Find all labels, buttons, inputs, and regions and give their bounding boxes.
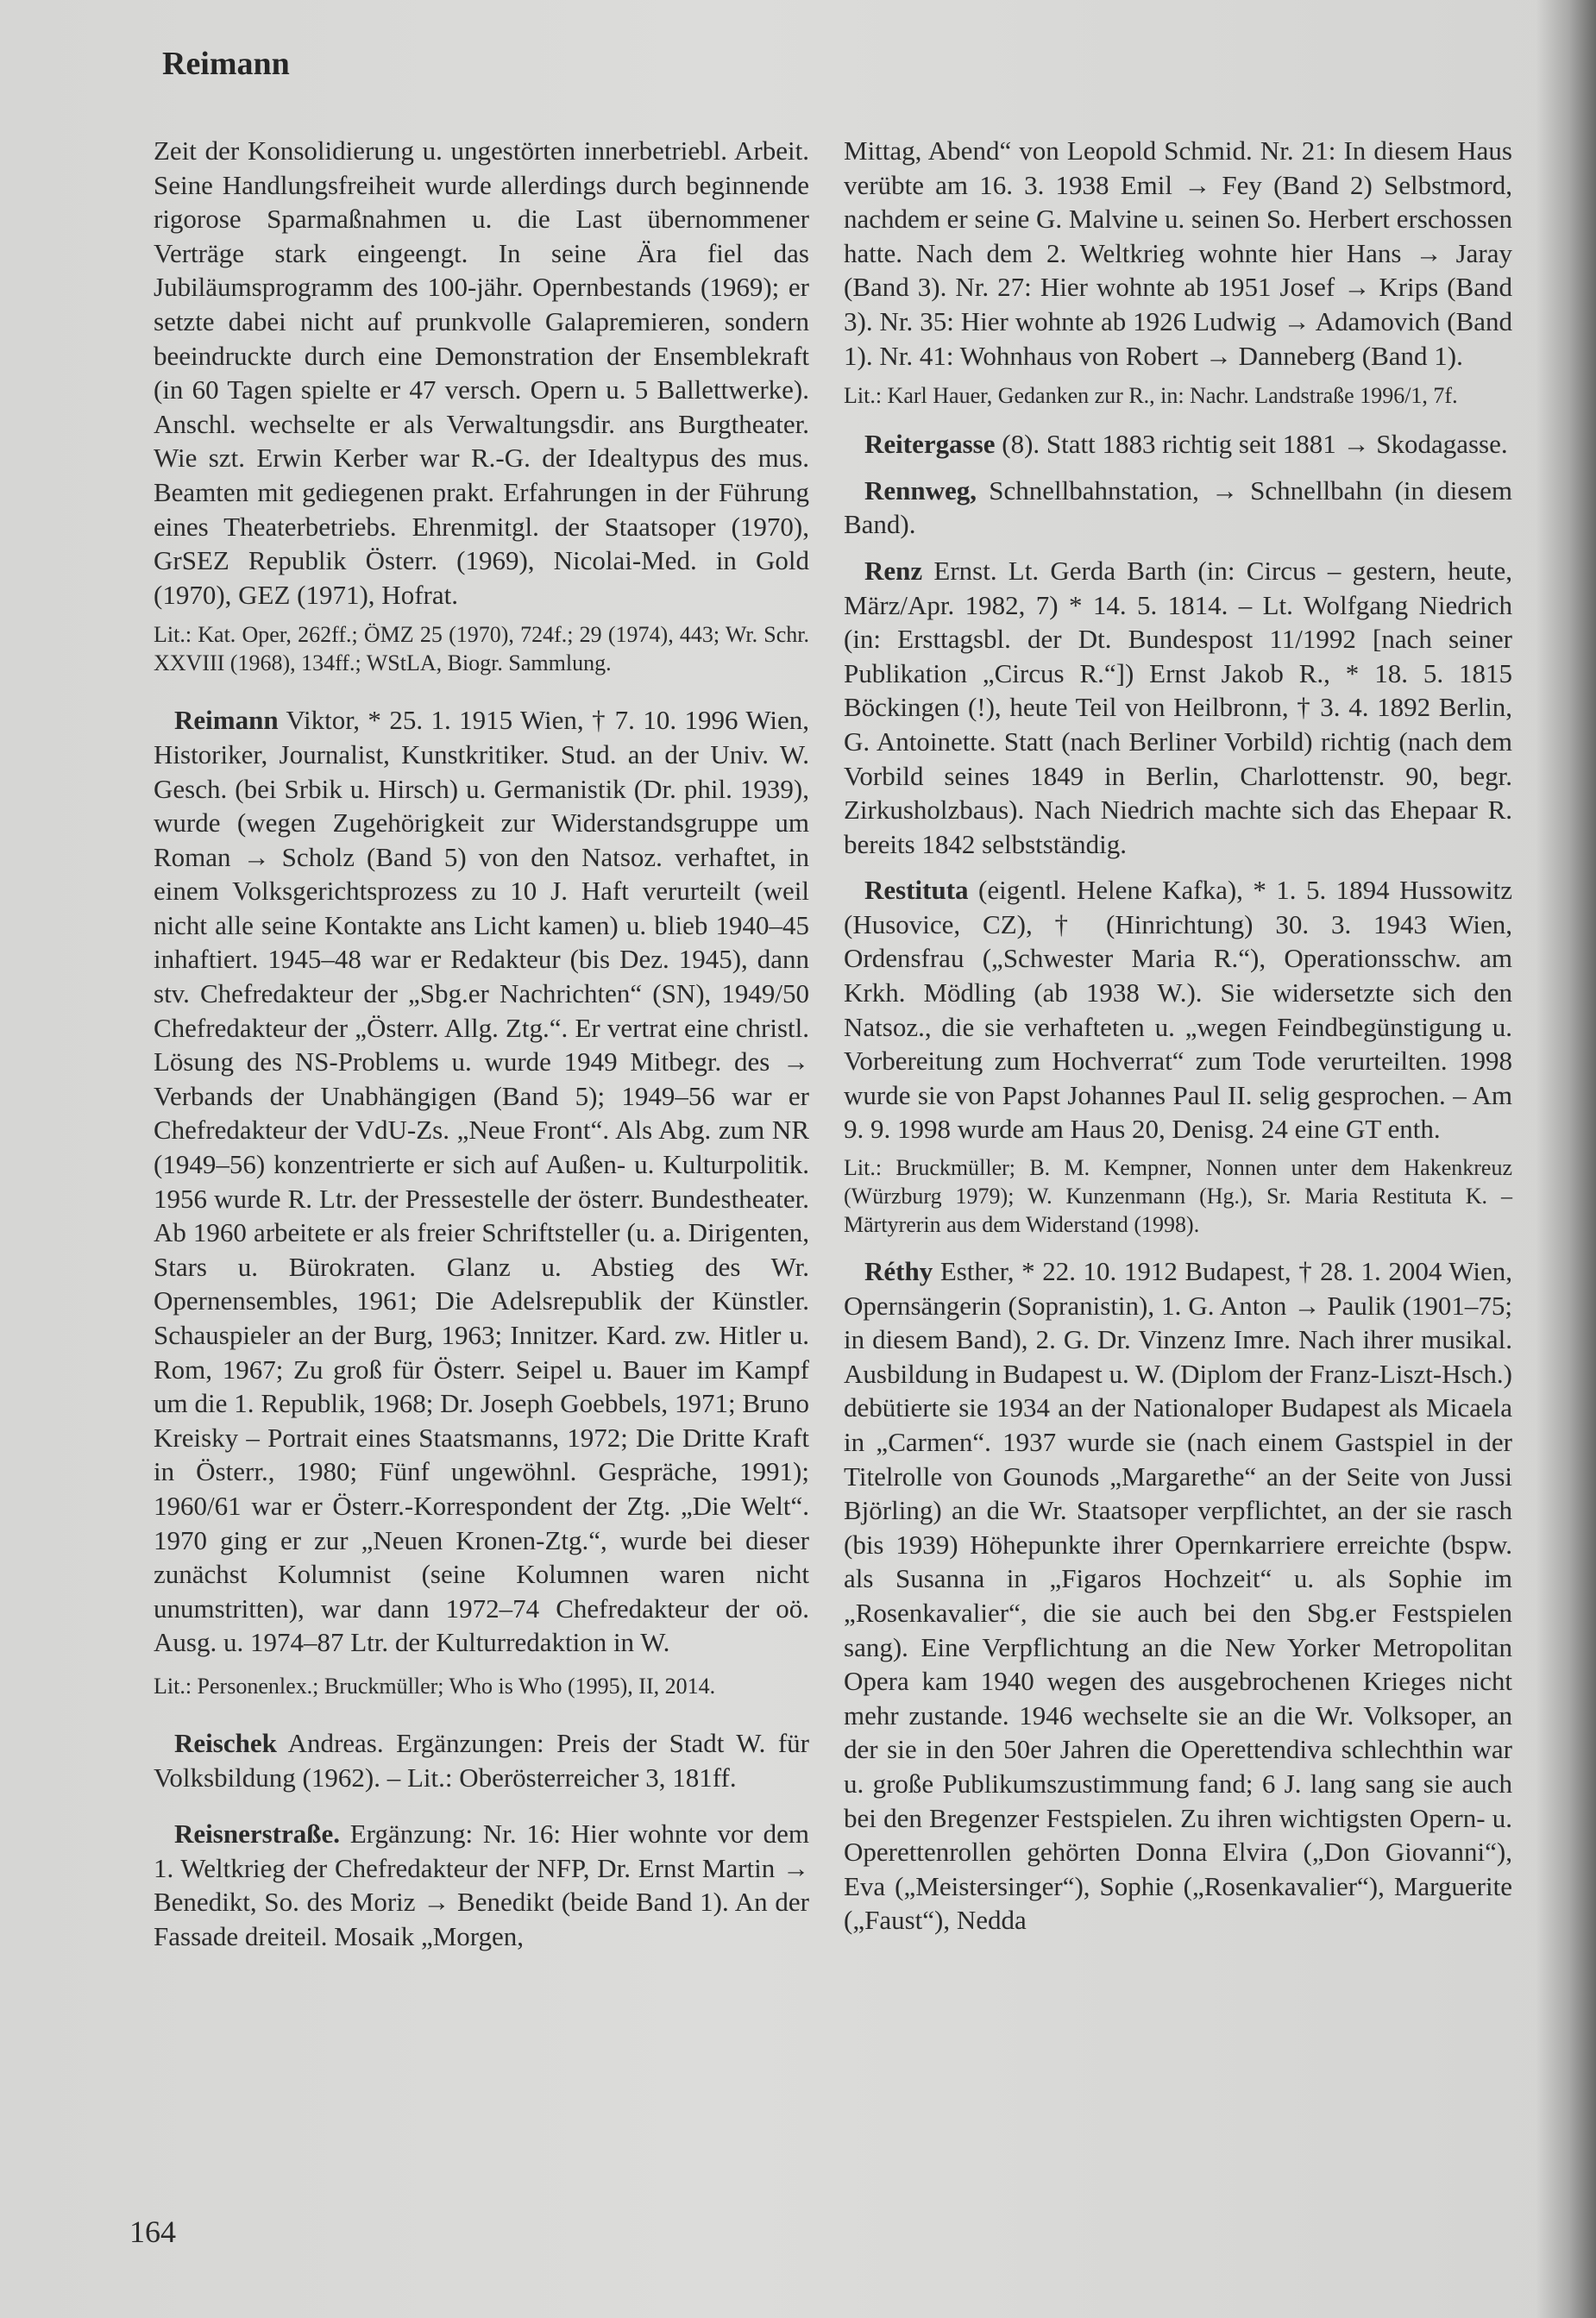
entry-renz [844,554,1512,861]
entry-continuation: Mittag, Abend“ von Leopold Schmid. Nr. 21: In diesem Haus verübte am 16. 3. 1938 Emil → Fey (Band 2) Selbstmord, nachdem er seine G. Malvine u. seinen So. Herbert erschossen hatte. Nach dem 2. Weltkrieg wohnte hier Hans → Jaray (Band 3). Nr. 27: Hier wohnte ab 1951 Josef → Krips (Band 3). Nr. 35: Hier wohnte ab 1926 Ludwig → Adamovich (Band 1). Nr. 41: Wohnhaus von Robert → Danneberg (Band 1). [844,135,1512,371]
entry-lemma: Renz [864,555,923,586]
entry-continuation: Zeit der Konsolidierung u. ungestörten innerbetriebl. Arbeit. Seine Handlungsfreiheit wurde allerdings durch beginnende rigorose Sparmaßnahmen u. die Last übernommener Verträge stark eingeengt. In seine Ära fiel das Jubiläumsprogramm des 100-jähr. Opernbestands (1969); er setzte dabei nicht auf prunkvolle Galapremieren, sondern beeindruckte durch eine Demonstration der Ensemblekraft (in 60 Tagen spielte er 47 versch. Opern u. 5 Ballettwerke). Anschl. wechselte er als Verwaltungsdir. ans Burgtheater. Wie szt. Erwin Kerber war R.-G. der Idealtypus des mus. Beamten mit gediegenen prakt. Erfahrungen in der Führung eines Theaterbetriebs. Ehrenmitgl. der Staatsoper (1970), GrSEZ Republik Österr. (1969), Nicolai-Med. in Gold (1970), GEZ (1971), Hofrat. [154,135,809,610]
entry-text: Schnellbahnstation, → Schnellbahn (in diesem Band). [844,474,1512,540]
entry-restituta [844,873,1512,1146]
literature-note: Lit.: Karl Hauer, Gedanken zur R., in: Nachr. Landstraße 1996/1, 7f. [844,383,1458,409]
entry-lemma: Restituta [864,875,969,906]
entry-lemma: Reisnerstraße. [174,1819,340,1850]
literature-note: Lit.: Bruckmüller; B. M. Kempner, Nonnen unter dem Hakenkreuz (Würzburg 1979); W. Kunzenmann (Hg.), Sr. Maria Restituta K. – Märtyrerin aus dem Widerstand (1998). [844,1155,1512,1238]
right-column [844,134,1512,1950]
entry-rethy [844,1254,1512,1938]
running-head: Reimann [162,46,290,82]
entry-lemma: Réthy [864,1256,933,1287]
literature-note: Lit.: Kat. Oper, 262ff.; ÖMZ 25 (1970), 724f.; 29 (1974), 443; Wr. Schr. XXVIII (1968), 134ff.; WStLA, Biogr. Sammlung. [154,622,809,676]
entry-rennweg [844,474,1512,542]
entry-text: Andreas. Ergänzungen: Preis der Stadt W. für Volksbildung (1962). – Lit.: Oberösterreicher 3, 181ff. [154,1727,809,1793]
literature-note: Lit.: Personenlex.; Bruckmüller; Who is Who (1995), II, 2014. [154,1673,716,1699]
entry-reitergasse [844,427,1512,462]
entry-text: (eigentl. Helene Kafka), * 1. 5. 1894 Hussowitz (Husovice, CZ), † (Hinrichtung) 30. 3. 1943 Wien, Ordensfrau („Schwester Maria R.“), Operationsschw. am Krkh. Mödling (ab 1938 W.). Sie widersetzte sich den Natsoz., die sie verhafteten u. „wegen Feindbegünstigung u. Vorbereitung zum Hochverrat“ zum Tode verurteilten. 1998 wurde sie von Papst Johannes Paul II. selig gesprochen. – Am 9. 9. 1998 wurde am Haus 20, Denisg. 24 eine GT enth. [844,875,1513,1145]
entry-reimann-viktor [154,703,809,1660]
left-column [154,134,809,1966]
entry-lemma: Reitergasse [864,429,996,460]
entry-reisnerstrasse [154,1817,809,1953]
entry-text: Viktor, * 25. 1. 1915 Wien, † 7. 10. 1996 Wien, Historiker, Journalist, Kunstkritiker. Stud. an der Univ. W. Gesch. (bei Srbik u. Hirsch) u. Germanistik (Dr. phil. 1939), wurde (wegen Zugehörigkeit zur Widerstandsgruppe um Roman → Scholz (Band 5) von den Natsoz. verhaftet, in einem Volksgerichtsprozess zu 10 J. Haft verurteilt (weil nicht alle seine Kontakte ans Licht kamen) u. blieb 1940–45 inhaftiert. 1945–48 war er Redakteur (bis Dez. 1945), dann stv. Chefredakteur der „Sbg.er Nachrichten“ (SN), 1949/50 Chefredakteur der „Österr. Allg. Ztg.“. Er vertrat eine christl. Lösung des NS-Problems u. wurde 1949 Mitbegr. des → Verbands der Unabhängigen (Band 5); 1949–56 war er Chefredakteur der VdU-Zs. „Neue Front“. Als Abg. zum NR (1949–56) konzentrierte er sich auf Außen- u. Kulturpolitik. 1956 wurde R. Ltr. der Pressestelle der österr. Bundestheater. Ab 1960 arbeitete er als freier Schriftsteller (u. a. Dirigenten, Stars u. Bürokraten. Glanz u. Abstieg des Wr. Opernensembles, 1961; Die Adelsrepublik der Künstler. Schauspieler an der Burg, 1963; Innitzer. Kard. zw. Hitler u. Rom, 1967; Zu groß für Österr. Seipel u. Bauer im Kampf um die 1. Republik, 1968; Dr. Joseph Goebbels, 1971; Bruno Kreisky – Portrait eines Staatsmanns, 1972; Die Dritte Kraft in Österr., 1980; Fünf ungewöhnl. Gespräche, 1991); 1960/61 war er Österr.-Korrespondent der Ztg. „Die Welt“. 1970 ging er zur „Neuen Kronen-Ztg.“, wurde bei dieser zunächst Kolumnist (seine Kolumnen waren nicht unumstritten), war dann 1972–74 Chefredakteur der oö. Ausg. u. 1974–87 Ltr. der Kulturredaktion in W. [154,705,809,1658]
entry-text: Esther, * 22. 10. 1912 Budapest, † 28. 1. 2004 Wien, Opernsängerin (Sopranistin), 1. G. Anton → Paulik (1901–75; in diesem Band), 2. G. Dr. Vinzenz Imre. Nach ihrer musikal. Ausbildung in Budapest u. W. (Diplom der Franz-Liszt-Hsch.) debütierte sie 1934 an der Nationaloper Budapest als Micaela in „Carmen“. 1937 wurde sie (nach einem Gastspiel in der Titelrolle von Gounods „Margarethe“ an der Seite von Jussi Björling) an die Wr. Staatsoper verpflichtet, an der sie rasch (bis 1939) Höhepunkte ihrer Opernkarriere erreichte (bspw. als Susanna in „Figaros Hochzeit“ u. als Sophie im „Rosenkavalier“, die sie auch bei den Sbg.er Festspielen sang). Eine Verpflichtung an die New Yorker Metropolitan Opera kam 1940 wegen des ausgebrochenen Krieges nicht mehr zustande. 1946 wechselte sie an die Wr. Volksoper, an der sie in den 50er Jahren die Operettendiva schlechthin war u. große Publikumszustimmung fand; 6 J. lang sang sie auch bei den Bregenzer Festspielen. Zu ihren wichtigsten Opern- u. Operettenrollen gehörten Donna Elvira („Don Giovanni“), Eva („Meistersinger“), Sophie („Rosenkavalier“), Marguerite („Faust“), Nedda [844,1256,1512,1936]
entry-lemma: Reimann [174,705,279,736]
entry-text: (8). Statt 1883 richtig seit 1881 → Skodagasse. [1002,429,1508,460]
entry-reischek [154,1726,809,1794]
entry-text: Ernst. Lt. Gerda Barth (in: Circus – gestern, heute, März/Apr. 1982, 7) * 14. 5. 1814. – Lt. Wolfgang Niedrich (in: Ersttagsbl. der Dt. Bundespost 11/1992 [nach seiner Publikation „Circus R.“]) Ernst Jakob R., * 18. 5. 1815 Böckingen (!), heute Teil von Heilbronn, † 3. 4. 1892 Berlin, G. Antoinette. Statt (nach Berliner Vorbild) richtig (nach dem Vorbild seines 1849 in Berlin, Charlottenstr. 90, begr. Zirkusholzbaus). Nach Niedrich machte sich das Ehepaar R. bereits 1842 selbstständig. [844,555,1512,859]
entry-lemma: Rennweg, [864,474,977,506]
entry-text: Ergänzung: Nr. 16: Hier wohnte vor dem 1. Weltkrieg der Chefredakteur der NFP, Dr. Ernst Martin → Benedikt, So. des Moriz → Benedikt (beide Band 1). An der Fassade dreiteil. Mosaik „Morgen, [154,1819,810,1951]
entry-lemma: Reischek [174,1727,277,1758]
book-spine-shadow [1536,0,1596,2318]
page-number: 164 [129,2214,176,2249]
